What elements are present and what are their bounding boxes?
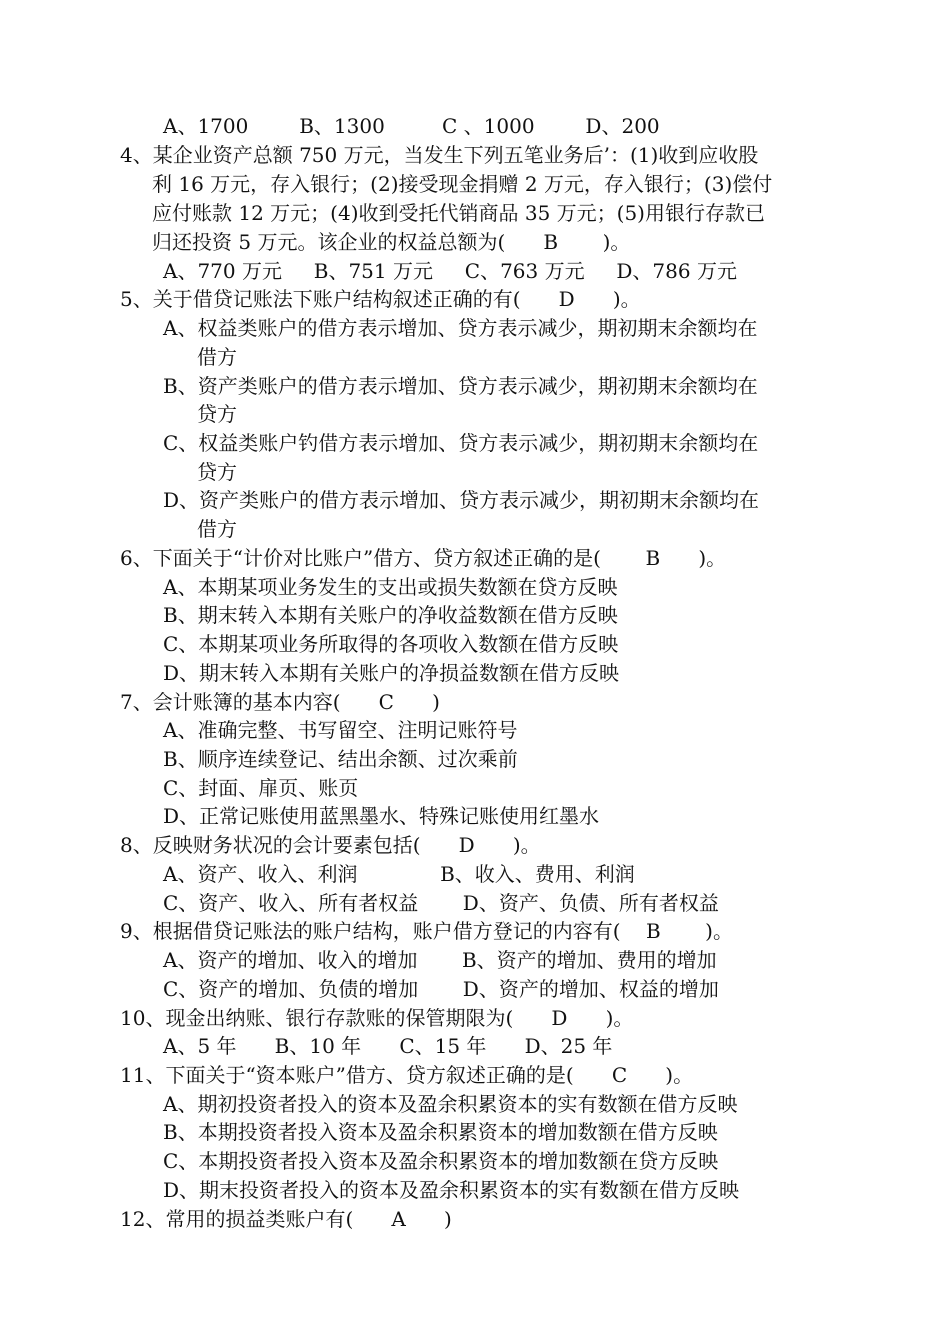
- question-4-continued: 利 16 万元，存入银行；(2)接受现金捐赠 2 万元，存入银行；(3)偿付: [152, 172, 773, 196]
- option-5a: A、权益类账户的借方表示增加、贷方表示减少，期初期末余额均在: [163, 316, 758, 340]
- options-9cd: C、资产的增加、负债的增加 D、资产的增加、权益的增加: [163, 977, 719, 1001]
- option-11d: D、期末投资者投入的资本及盈余积累资本的实有数额在借方反映: [163, 1178, 740, 1202]
- option-11b: B、本期投资者投入资本及盈余积累资本的增加数额在借方反映: [163, 1120, 718, 1144]
- option-5b: B、资产类账户的借方表示增加、贷方表示减少，期初期末余额均在: [163, 374, 758, 398]
- question-5: 5、关于借贷记账法下账户结构叙述正确的有( D )。: [120, 287, 641, 311]
- option-7a: A、准确完整、书写留空、注明记账符号: [163, 718, 518, 742]
- question-11: 11、下面关于“资本账户”借方、贷方叙述正确的是( C )。: [120, 1063, 694, 1087]
- option-5c: C、权益类账户钓借方表示增加、贷方表示减少，期初期末余额均在: [163, 431, 759, 455]
- question-6: 6、下面关于“计价对比账户”借方、贷方叙述正确的是( B )。: [120, 546, 727, 570]
- question-4-continued: 归还投资 5 万元。该企业的权益总额为( B )。: [152, 230, 631, 254]
- question-12: 12、常用的损益类账户有( A ): [120, 1207, 452, 1231]
- options-8ab: A、资产、收入、利润 B、收入、费用、利润: [163, 862, 635, 886]
- option-6a: A、本期某项业务发生的支出或损失数额在贷方反映: [163, 575, 618, 599]
- option-6b: B、期末转入本期有关账户的净收益数额在借方反映: [163, 603, 618, 627]
- question-10: 10、现金出纳账、银行存款账的保管期限为( D )。: [120, 1006, 634, 1030]
- options-9ab: A、资产的增加、收入的增加 B、资产的增加、费用的增加: [163, 948, 717, 972]
- question-4-continued: 应付账款 12 万元；(4)收到受托代销商品 35 万元；(5)用银行存款已: [152, 201, 765, 225]
- question-9: 9、根据借贷记账法的账户结构，账户借方登记的内容有( B )。: [120, 919, 733, 943]
- option-7c: C、封面、扉页、账页: [163, 776, 359, 800]
- option-7d: D、正常记账使用蓝黑墨水、特殊记账使用红墨水: [163, 804, 600, 828]
- option-6c: C、本期某项业务所取得的各项收入数额在借方反映: [163, 632, 619, 656]
- answer-options-q3: A、1700 B、1300 C 、1000 D、200: [163, 114, 660, 138]
- option-6d: D、期末转入本期有关账户的净损益数额在借方反映: [163, 661, 620, 685]
- option-11a: A、期初投资者投入的资本及盈余积累资本的实有数额在借方反映: [163, 1092, 738, 1116]
- question-7: 7、会计账簿的基本内容( C ): [120, 690, 440, 714]
- option-5a-continued: 借方: [197, 345, 237, 369]
- answer-options-q4: A、770 万元 B、751 万元 C、763 万元 D、786 万元: [163, 259, 737, 283]
- option-11c: C、本期投资者投入资本及盈余积累资本的增加数额在贷方反映: [163, 1149, 719, 1173]
- option-5b-continued: 贷方: [197, 402, 237, 426]
- options-10: A、5 年 B、10 年 C、15 年 D、25 年: [163, 1034, 613, 1058]
- question-4: 4、某企业资产总额 750 万元，当发生下列五笔业务后’：(1)收到应收股: [120, 143, 759, 167]
- option-5d: D、资产类账户的借方表示增加、贷方表示减少，期初期末余额均在: [163, 488, 760, 512]
- option-7b: B、顺序连续登记、结出余额、过次乘前: [163, 747, 518, 771]
- options-8cd: C、资产、收入、所有者权益 D、资产、负债、所有者权益: [163, 891, 719, 915]
- option-5d-continued: 借方: [197, 517, 237, 541]
- option-5c-continued: 贷方: [197, 460, 237, 484]
- question-8: 8、反映财务状况的会计要素包括( D )。: [120, 833, 541, 857]
